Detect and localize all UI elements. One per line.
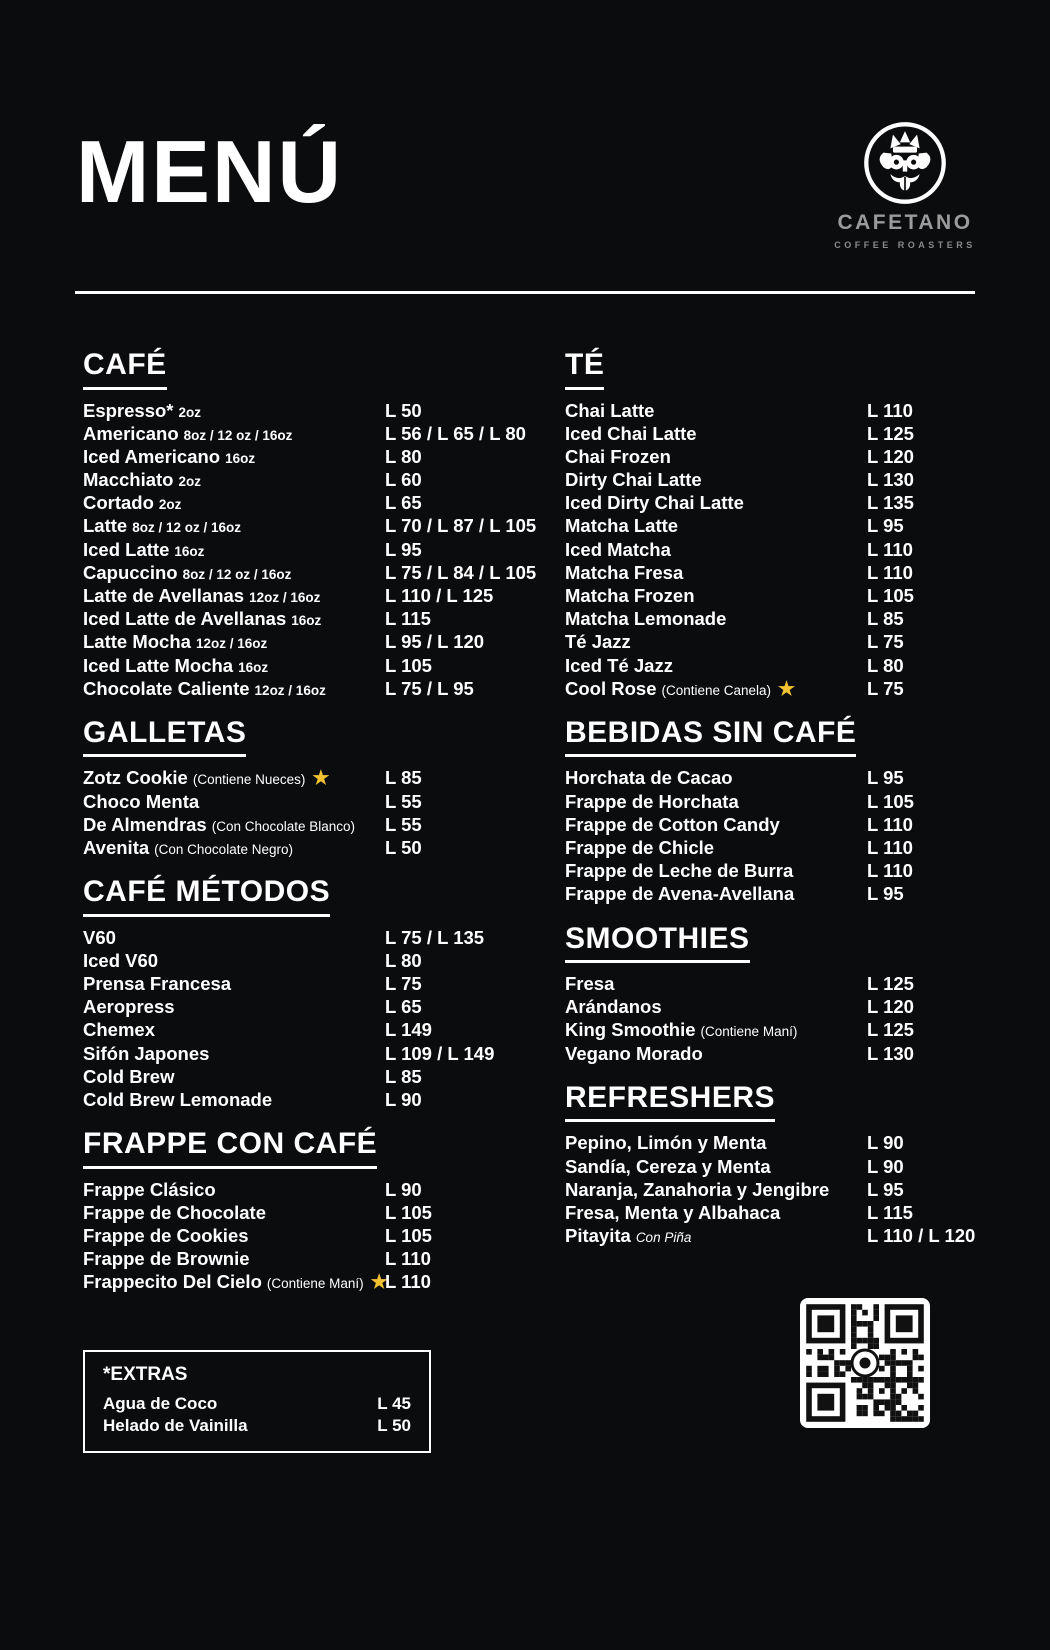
item-price: L 125 [867,422,914,444]
item-name-group [83,813,385,838]
item-name-group [565,630,867,653]
item-name-group [565,1224,867,1249]
item-name: Chai Latte [565,399,655,421]
menu-item [83,995,533,1018]
menu-item [565,1178,967,1201]
menu-item [83,1247,533,1270]
item-name: Choco Menta [83,790,200,812]
item-name-group [83,1201,385,1224]
item-price: L 110 [867,860,913,882]
item-price: L 55 [385,813,422,835]
item-size-detail: 16oz [291,613,322,629]
item-price: L 110 [867,561,913,583]
item-name: Latte de Avellanas [83,585,245,606]
item-name: Chai Frozen [565,445,671,467]
item-name-group [83,468,385,493]
item-name: Frappe de Chicle [565,837,715,858]
item-name: Frappe de Chocolate [83,1201,266,1223]
item-price: L 110 [867,399,913,421]
menu-section [83,716,533,859]
menu-section [83,1127,533,1293]
item-name: Arándanos [565,996,662,1018]
item-name: Sifón Japones [83,1042,210,1064]
item-price: L 105 [385,1201,432,1223]
item-price: L 85 [385,767,422,789]
item-name: V60 [83,926,116,948]
menu-item [565,514,967,537]
item-price: L 95 / L 120 [385,631,485,653]
item-name: Helado de Vainilla [103,1415,248,1435]
menu-item [83,677,533,700]
item-name: Iced Latte Mocha [83,654,234,676]
menu-item [565,1018,967,1041]
item-price: L 95 [867,1178,904,1200]
item-name: Latte [83,515,128,537]
menu-item [565,766,967,789]
menu-section [565,922,967,1065]
item-name: Espresso* [83,399,174,421]
item-price: L 80 [385,445,422,467]
item-name: Iced Té Jazz [565,654,673,676]
menu-section [565,348,967,700]
item-price: L 105 [385,1225,432,1247]
item-price: L 75 [385,973,422,995]
item-size-detail: 16oz [225,450,256,466]
item-name: Cortado [83,492,154,514]
item-price: L 110 [867,813,913,835]
item-name-group [83,538,385,563]
item-name: Macchiato [83,469,174,491]
item-note: (Contiene Maní) [266,1276,364,1292]
item-name-group [565,813,867,836]
item-price: L 125 [867,1019,914,1041]
menu-item [103,1393,411,1415]
star-icon: ★ [312,768,330,790]
menu-item [83,491,533,514]
item-price: L 90 [385,1089,422,1110]
item-price: L 130 [867,1042,914,1064]
item-price: L 125 [867,973,914,995]
item-name-group [83,995,385,1018]
star-icon: ★ [778,678,796,700]
menu-item [83,422,533,445]
item-name: Frappe de Brownie [83,1248,250,1270]
item-price: L 105 [867,585,914,606]
item-name-group [565,882,867,905]
menu-section [83,348,537,700]
item-name: Frappecito Del Cielo [83,1271,262,1293]
menu-section [565,1080,976,1247]
item-price: L 110 / L 120 [867,1225,976,1247]
item-name-group [565,1201,867,1224]
item-name-group [83,1224,385,1247]
section-heading: FRAPPE CON CAFÉ [83,1127,377,1169]
item-name-group [83,445,385,470]
mayan-mask-emblem-icon [862,120,948,206]
item-name-group [83,1065,385,1088]
item-name-group [83,972,385,995]
menu-item [565,882,967,905]
menu-item [565,491,967,514]
item-size-detail: 8oz / 12 oz / 16oz [132,520,241,536]
item-name: Horchata de Cacao [565,767,733,789]
item-name-group [565,1131,867,1154]
item-price: L 110 / L 125 [385,585,494,606]
item-note: (Contiene Canela) [661,682,772,698]
item-name: Prensa Francesa [83,973,232,995]
item-name: Iced V60 [83,949,159,971]
menu-item [83,1224,533,1247]
item-price: L 95 [867,515,904,537]
item-name-group [83,584,385,609]
item-name-group [565,972,867,995]
item-price: L 115 [385,608,431,630]
item-price: L 120 [867,996,914,1018]
item-name-group [565,859,867,882]
menu-item [83,949,533,972]
item-name: Cold Brew Lemonade [83,1089,273,1110]
item-price: L 75 / L 135 [385,926,485,948]
item-price: L 110 [385,1248,431,1270]
item-price: L 149 [385,1019,432,1041]
item-name: De Almendras [83,813,207,835]
item-name: Té Jazz [565,631,631,653]
item-note: (Con Chocolate Blanco) [211,818,356,834]
extras-title: *EXTRAS [103,1363,188,1385]
section-heading: GALLETAS [83,716,246,758]
menu-item [565,654,967,677]
menu-item [83,1270,533,1293]
item-size-detail: 2oz [178,404,202,420]
item-price: L 75 [867,631,904,653]
item-size-detail: 2oz [178,474,201,490]
item-note: Con Piña [635,1230,692,1246]
item-name-group [103,1415,377,1437]
item-name: Iced Matcha [565,538,671,560]
item-name-group [565,1042,867,1065]
item-name-group [83,790,385,813]
item-name-group [565,1155,867,1178]
item-name: Capuccino [83,561,178,583]
item-price: L 110 [385,1271,431,1293]
item-name-group [565,561,867,584]
menu-item [83,836,533,859]
item-size-detail: 2oz [158,497,182,513]
item-name-group [83,607,385,632]
item-price: L 56 / L 65 / L 80 [385,422,526,444]
menu-item [565,1201,967,1224]
item-name: Pitayita [565,1225,631,1247]
item-name-group [565,607,867,630]
item-name-group [565,445,867,468]
item-name: Matcha Lemonade [565,608,727,630]
menu-item [565,422,967,445]
item-name: Iced Latte de Avellanas [83,608,287,630]
item-name-group [83,1270,388,1295]
item-name-group [83,561,385,586]
item-name: Naranja, Zanahoria y Jengibre [565,1178,830,1200]
item-price: L 95 [385,538,422,560]
menu-item [83,399,533,422]
item-price: L 90 [385,1178,422,1200]
item-price: L 65 [385,492,422,514]
item-size-detail: 8oz / 12 oz / 16oz [183,427,293,443]
section-heading: CAFÉ MÉTODOS [83,875,330,917]
menu-item [565,468,967,491]
item-name-group [83,514,385,539]
item-name-group [83,1042,385,1065]
item-price: L 85 [385,1065,422,1087]
menu-item [565,836,967,859]
page-title: MENÚ [76,122,344,221]
menu-section [83,875,533,1111]
item-name: Latte Mocha [83,631,191,653]
item-name-group [565,538,867,561]
item-price: L 70 / L 87 / L 105 [385,515,537,537]
menu-item [565,677,967,700]
section-heading: CAFÉ [83,348,167,390]
section-heading: BEBIDAS SIN CAFÉ [565,716,856,758]
menu-item [83,514,537,537]
item-size-detail: 16oz [238,659,269,675]
section-heading: TÉ [565,348,604,390]
menu-item [565,561,967,584]
item-note: (Contiene Nueces) [192,772,306,788]
item-name: Chocolate Caliente [83,677,250,699]
menu-column-right [565,348,976,1453]
item-price: L 90 [867,1132,904,1154]
item-name: Frappe de Cotton Candy [565,813,780,835]
menu-item [83,630,533,653]
item-name-group [565,677,867,702]
menu-item [83,538,533,561]
item-price: L 65 [385,996,422,1018]
item-price: L 60 [385,469,422,491]
brand-logo [812,120,998,250]
item-note: (Con Chocolate Negro) [154,842,293,857]
item-price: L 50 [377,1415,411,1435]
item-price: L 105 [385,654,432,676]
item-name: Agua de Coco [103,1393,218,1413]
menu-item [103,1415,411,1437]
item-price: L 80 [385,949,422,971]
menu-item [83,1042,533,1065]
item-name: Matcha Fresa [565,561,684,583]
item-name-group [565,491,867,514]
section-heading: SMOOTHIES [565,922,750,964]
menu-column-left [83,348,537,1453]
section-heading: REFRESHERS [565,1081,775,1123]
item-name: Iced Americano [83,445,221,467]
item-name-group [83,1088,385,1111]
item-name-group [83,1018,385,1041]
menu-item [83,654,533,677]
item-name-group [565,995,867,1018]
item-price: L 130 [867,469,914,491]
item-price: L 80 [867,654,904,676]
item-name: Frappe de Cookies [83,1225,249,1247]
menu-item [83,1065,533,1088]
item-name: Iced Chai Latte [565,422,697,444]
menu-item [83,584,533,607]
item-note: (Contiene Maní) [700,1024,798,1040]
item-name-group [83,766,385,791]
item-price: L 110 [867,837,913,858]
menu-item [83,790,533,813]
item-name: Avenita [83,837,150,858]
item-name-group [565,836,867,859]
item-name-group [83,399,385,424]
item-name-group [565,654,867,677]
item-name-group [565,1178,867,1201]
item-price: L 75 [867,677,904,699]
menu-item [83,445,533,468]
item-name-group [565,766,867,789]
item-name: Iced Latte [83,538,170,560]
item-name: Matcha Latte [565,515,679,537]
brand-name: CAFETANO [837,211,973,234]
star-icon: ★ [370,1272,388,1294]
menu-item [565,1042,967,1065]
item-name-group [565,790,867,813]
menu-item [83,468,533,491]
menu-item [83,926,533,949]
item-price: L 135 [867,492,914,514]
menu-columns [83,348,976,1453]
item-name-group [565,584,867,607]
menu-item [83,1088,533,1111]
item-size-detail: 12oz / 16oz [249,590,321,605]
item-name-group [83,1247,385,1270]
menu-item [565,813,967,836]
item-name: Chemex [83,1019,155,1041]
item-name: King Smoothie [565,1019,696,1041]
item-size-detail: 8oz / 12 oz / 16oz [182,566,292,582]
item-name-group [83,630,385,655]
item-name-group [565,422,867,445]
item-name: Sandía, Cereza y Menta [565,1155,771,1177]
menu-item [565,972,967,995]
menu-item [83,1178,533,1201]
menu-item [565,584,967,607]
item-name: Frappe Clásico [83,1178,216,1200]
item-price: L 95 [867,883,904,905]
item-price: L 95 [867,767,904,789]
menu-item [83,561,537,584]
menu-item [565,1131,967,1154]
menu-item [565,995,967,1018]
menu-item [83,607,533,630]
item-name-group [83,491,385,516]
menu-item [83,972,533,995]
item-price: L 105 [867,790,914,812]
item-name-group [83,836,385,861]
item-size-detail: 12oz / 16oz [254,682,326,698]
item-name: Pepino, Limón y Menta [565,1132,767,1154]
item-price: L 110 [867,538,913,560]
menu-item [565,445,967,468]
item-name: Cool Rose [565,677,657,699]
menu-item [565,859,967,882]
item-price: L 45 [377,1393,411,1413]
item-price: L 90 [867,1155,904,1177]
item-name: Aeropress [83,996,175,1018]
menu-item [565,1155,967,1178]
qr-code [800,1298,930,1428]
menu-item [83,766,533,789]
item-name-group [565,514,867,537]
item-price: L 75 / L 84 / L 105 [385,561,537,583]
menu-item [565,607,967,630]
item-name-group [83,949,385,972]
menu-item [565,399,967,422]
item-name-group [83,677,385,702]
item-name: Americano [83,422,179,444]
item-name: Zotz Cookie [83,767,188,789]
item-name: Fresa, Menta y Albahaca [565,1201,781,1223]
item-name-group [565,399,867,422]
item-name-group [565,1018,867,1043]
menu-item [565,538,967,561]
item-price: L 120 [867,445,914,467]
brand-tagline: COFFEE ROASTERS [834,240,976,250]
item-size-detail: 12oz / 16oz [195,636,268,652]
item-name-group [103,1393,377,1415]
item-name-group [83,1178,385,1201]
item-name: Cold Brew [83,1065,175,1087]
header-divider [75,291,975,294]
menu-item [83,1201,533,1224]
menu-item [83,1018,533,1041]
item-price: L 50 [385,399,422,421]
item-name: Matcha Frozen [565,585,695,606]
menu-section [565,716,967,906]
item-name: Frappe de Horchata [565,790,739,812]
item-name: Vegano Morado [565,1042,703,1064]
item-price: L 75 / L 95 [385,677,474,699]
extras-box [83,1350,431,1453]
item-price: L 55 [385,790,422,812]
item-name-group [83,654,385,679]
item-name-group [83,422,385,447]
menu-item [565,790,967,813]
item-price: L 85 [867,608,904,630]
item-size-detail: 16oz [174,543,205,559]
menu-item [565,1224,976,1247]
item-name-group [83,926,385,949]
item-name: Fresa [565,973,615,995]
item-name: Iced Dirty Chai Latte [565,492,744,514]
menu-item [565,630,967,653]
item-price: L 109 / L 149 [385,1042,495,1064]
menu-item [83,813,533,836]
item-price: L 50 [385,837,422,858]
item-name-group [565,468,867,491]
item-name: Dirty Chai Latte [565,469,702,491]
item-price: L 115 [867,1201,913,1223]
item-name: Frappe de Avena-Avellana [565,883,795,905]
item-name: Frappe de Leche de Burra [565,860,794,882]
